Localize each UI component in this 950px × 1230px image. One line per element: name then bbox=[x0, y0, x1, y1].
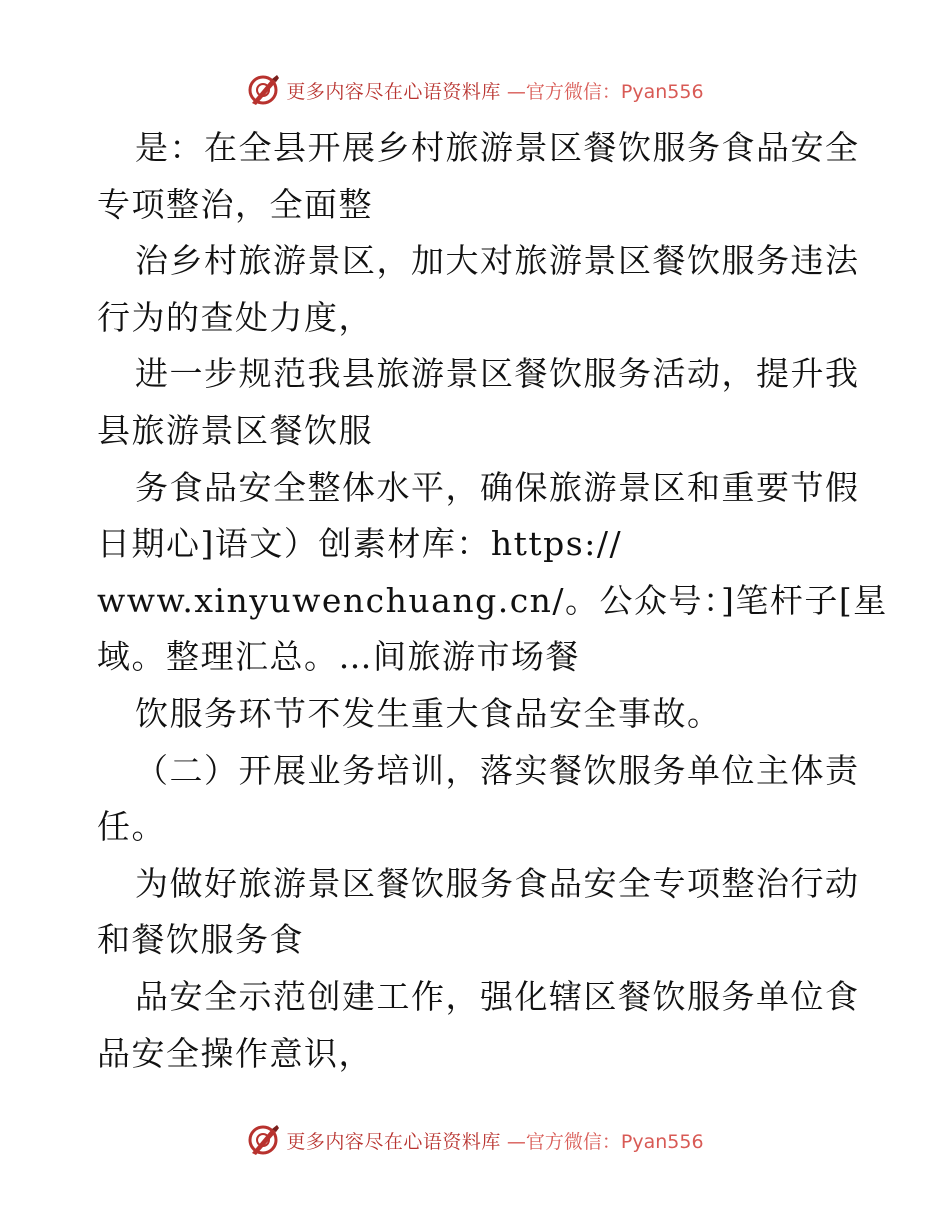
text-line: 品安全示范创建工作，强化辖区餐饮服务单位食 bbox=[135, 976, 860, 1016]
footer-banner-text: 更多内容尽在心语资料库 bbox=[286, 1130, 501, 1153]
header-banner-wechat: —官方微信：Pyan556 bbox=[506, 80, 704, 103]
text-line: 品安全操作意识， bbox=[97, 1033, 373, 1073]
text-line: 日期心]语文）创素材库：https:// bbox=[97, 524, 623, 564]
document-body bbox=[97, 120, 888, 1082]
text-line: 行为的查处力度， bbox=[97, 297, 373, 337]
footer-banner-wechat: —官方微信：Pyan556 bbox=[506, 1130, 704, 1153]
text-line: 饮服务环节不发生重大食品安全事故。 bbox=[135, 693, 722, 733]
text-line: 是：在全县开展乡村旅游景区餐饮服务食品安全 bbox=[135, 128, 860, 167]
pen-in-circle-logo-icon bbox=[246, 73, 280, 107]
pen-in-circle-logo-icon bbox=[246, 1123, 280, 1157]
text-line: 为做好旅游景区餐饮服务食品安全专项整治行动 bbox=[135, 863, 860, 903]
text-line: 和餐饮服务食 bbox=[97, 920, 304, 960]
text-line: 任。 bbox=[97, 807, 166, 847]
header-banner bbox=[0, 70, 950, 110]
header-banner-text: 更多内容尽在心语资料库 bbox=[286, 80, 501, 103]
text-line: 治乡村旅游景区，加大对旅游景区餐饮服务违法 bbox=[135, 241, 860, 281]
text-line: （二）开展业务培训，落实餐饮服务单位主体责 bbox=[135, 750, 860, 790]
text-line: 务食品安全整体水平，确保旅游景区和重要节假 bbox=[135, 467, 860, 507]
text-line: 县旅游景区餐饮服 bbox=[97, 410, 373, 450]
text-line: 专项整治，全面整 bbox=[97, 184, 373, 224]
text-line: 域。整理汇总。…间旅游市场餐 bbox=[97, 637, 580, 677]
text-line: www.xinyuwenchuang.cn/。公众号：]笔杆子[星 bbox=[97, 580, 888, 620]
text-line: 进一步规范我县旅游景区餐饮服务活动，提升我 bbox=[135, 354, 860, 394]
footer-banner bbox=[0, 1120, 950, 1160]
